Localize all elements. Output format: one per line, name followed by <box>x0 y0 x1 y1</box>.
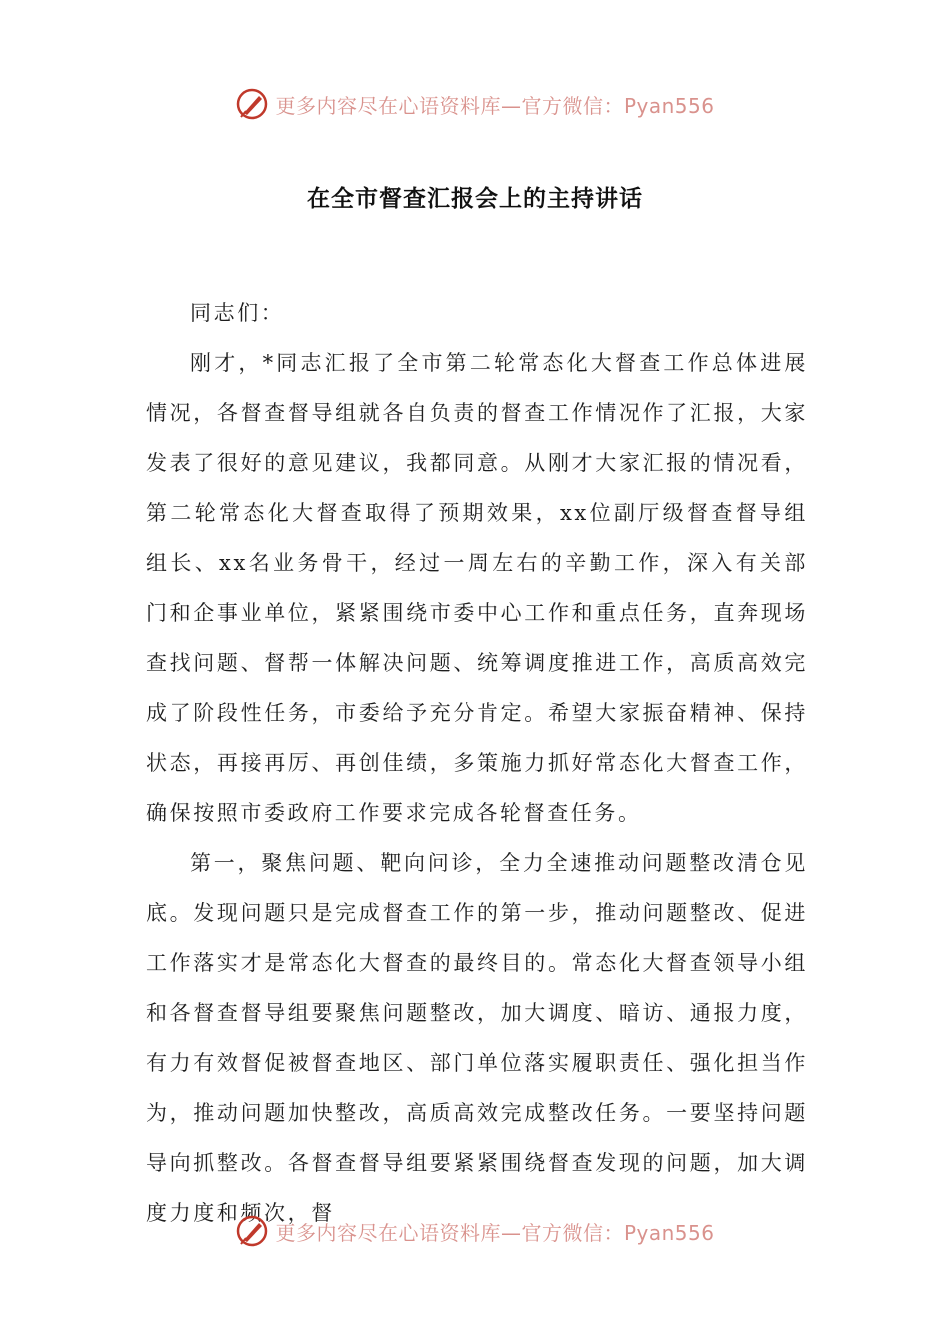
footer-banner <box>0 1211 950 1251</box>
footer-banner-text: 更多内容尽在心语资料库—官方微信：Pyan556 <box>275 1220 715 1245</box>
salutation: 同志们： <box>190 301 285 325</box>
paragraph: 第一，聚焦问题、靶向问诊，全力全速推动问题整改清仓见底。发现问题只是完成督查工作的第一步，推动问题整改、促进工作落实才是常态化大督查的最终目的。常态化大督查领导小组和各督查督导组要聚焦问题整改，加大调度、暗访、通报力度，有力有效督促被督查地区、部门单位落实履职责任、强化担当作为，推动问题加快整改，高质高效完成整改任务。一要坚持问题导向抓整改。各督查督导组要紧紧围绕督查发现的问题，加大调度力度和频次，督 <box>146 851 808 1225</box>
document-body <box>146 288 808 1238</box>
document-title: 在全市督查汇报会上的主持讲话 <box>307 186 643 212</box>
quill-pen-circle-icon <box>235 87 269 121</box>
quill-pen-circle-icon <box>235 1214 269 1248</box>
paragraph: 刚才，*同志汇报了全市第二轮常态化大督查工作总体进展情况，各督查督导组就各自负责的督查工作情况作了汇报，大家发表了很好的意见建议，我都同意。从刚才大家汇报的情况看，第二轮常态化大督查取得了预期效果，xx位副厅级督查督导组组长、xx名业务骨干，经过一周左右的辛勤工作，深入有关部门和企事业单位，紧紧围绕市委中心工作和重点任务，直奔现场查找问题、督帮一体解决问题、统筹调度推进工作，高质高效完成了阶段性任务，市委给予充分肯定。希望大家振奋精神、保持状态，再接再厉、再创佳绩，多策施力抓好常态化大督查工作，确保按照市委政府工作要求完成各轮督查任务。 <box>146 351 808 825</box>
header-banner <box>0 84 950 124</box>
header-banner-text: 更多内容尽在心语资料库—官方微信：Pyan556 <box>275 93 715 118</box>
